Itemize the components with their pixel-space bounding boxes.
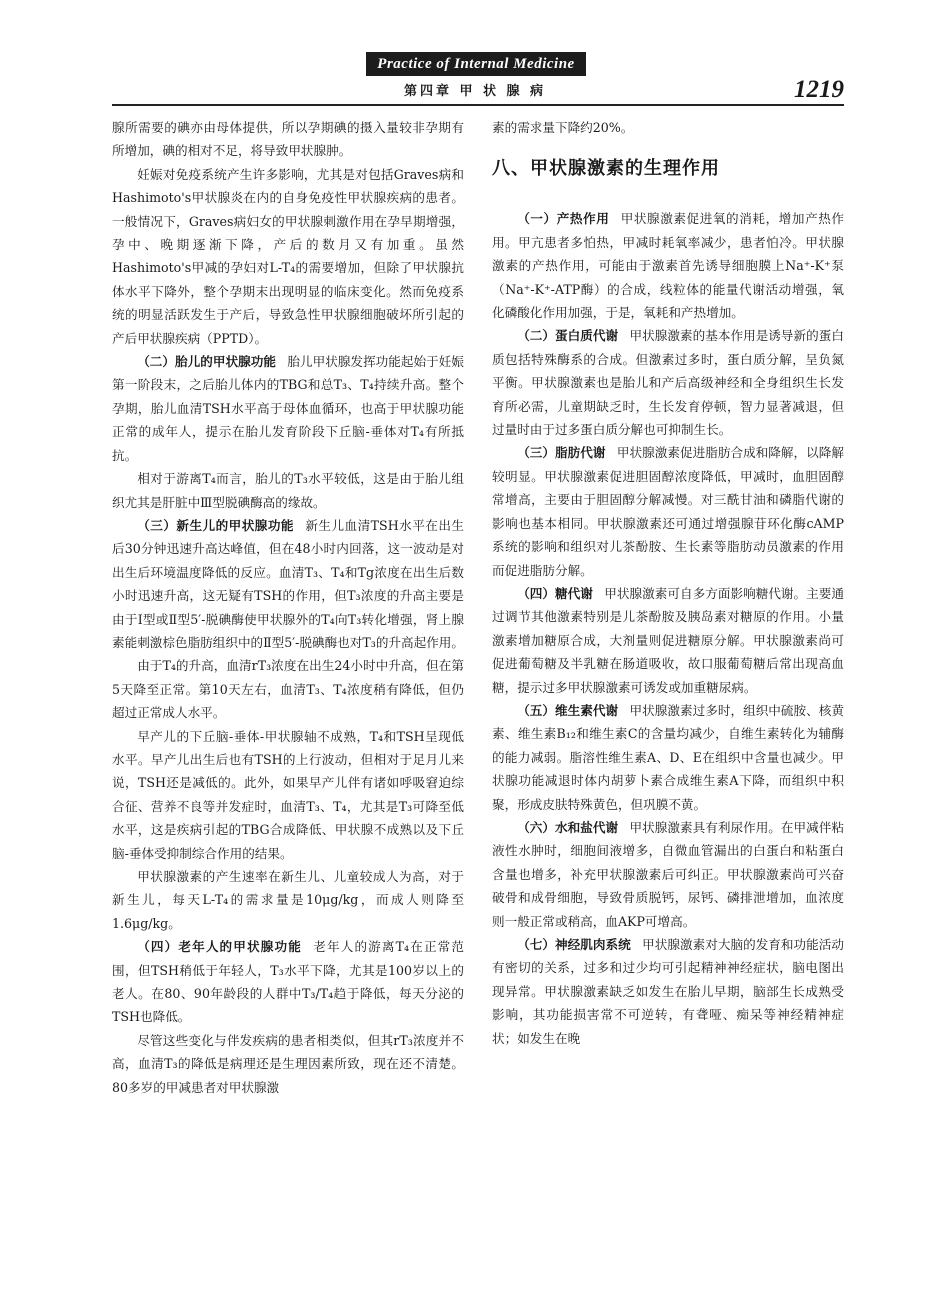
paragraph-text: 腺所需要的碘亦由母体提供，所以孕期碘的摄入量较非孕期有所增加，碘的相对不足，将导致甲状腺肿。	[112, 120, 464, 159]
left-column	[112, 116, 464, 1099]
paragraph-text: 新生儿血清TSH水平在出生后30分钟迅速升高达峰值，但在48小时内回落，这一波动是对出生后环境温度降低的反应。血清T₃、T₄和Tg浓度在出生后数小时迅速升高，这无疑有TSH的作用，但T₃浓度的升高主要是由于Ⅰ型或Ⅱ型5′-脱碘酶使甲状腺外的T₄向T₃转化增强，肾上腺素能刺激棕色脂肪组织中的Ⅱ型5′-脱碘酶也对T₃的升高起作用。	[112, 517, 465, 650]
subsection-heading: （一）产热作用	[517, 211, 610, 227]
paragraph	[112, 467, 464, 514]
header-rule	[112, 104, 844, 106]
paragraph	[492, 441, 844, 581]
paragraph-text: 早产儿的下丘脑-垂体-甲状腺轴不成熟，T₄和TSH呈现低水平。早产儿出生后也有TSH的上行波动，但相对于足月儿来说，TSH还是减低的。此外，如果早产儿伴有诸如呼吸窘迫综合征、营养不良等并发症时，血清T₃、T₄，尤其是T₃可降至低水平，这是疾病引起的TBG合成降低、甲状腺不成熟以及下丘脑-垂体受抑制综合作用的结果。	[112, 728, 464, 861]
subsection-heading: （四）糖代谢	[517, 585, 593, 601]
paragraph	[492, 699, 844, 816]
paragraph-text: 胎儿甲状腺发挥功能起始于妊娠第一阶段末，之后胎儿体内的TBG和总T₃、T₄持续升高。整个孕期，胎儿血清TSH水平高于母体血循环，也高于甲状腺功能正常的成年人，提示在胎儿发育阶段下丘脑-垂体对T₄有所抵抗。	[112, 354, 465, 463]
subsection-heading: （四）老年人的甲状腺功能	[137, 939, 302, 955]
paragraph	[492, 582, 844, 699]
subsection-heading: （二）胎儿的甲状腺功能	[137, 354, 277, 370]
subsection-heading: （五）维生素代谢	[517, 702, 619, 718]
paragraph-text: 甲状腺激素过多时，组织中硫胺、核黄素、维生素B₁₂和维生素C的含量均减少，自维生素转化为辅酶的能力减弱。脂溶性维生素A、D、E在组织中含量也减少。甲状腺功能减退时体内胡萝卜素合成维生素A下降，而组织中积聚，形成皮肤特殊黄色，但巩膜不黄。	[492, 702, 845, 812]
paragraph-text: 甲状腺激素具有利尿作用。在甲减伴粘液性水肿时，细胞间液增多，自微血管漏出的白蛋白和粘蛋白含量也增多，补充甲状腺激素后可纠正。甲状腺激素尚可兴奋破骨和成骨细胞，导致骨质脱钙，尿钙、磷排泄增加，血浓度则一般正常或稍高，血AKP可增高。	[492, 819, 845, 929]
subsection-heading: （七）神经肌肉系统	[517, 937, 631, 952]
paragraph-text: 由于T₄的升高，血清rT₃浓度在出生24小时中升高，但在第5天降至正常。第10天左右，血清T₃、T₄浓度稍有降低，但仍超过正常成人水平。	[112, 658, 464, 721]
paragraph	[112, 116, 464, 163]
subsection-heading: （二）蛋白质代谢	[517, 328, 619, 344]
paragraph	[492, 207, 844, 324]
subsection-heading: （三）新生儿的甲状腺功能	[137, 517, 294, 533]
paragraph-text: 甲状腺激素的产生速率在新生儿、儿童较成人为高，对于新生儿，每天L-T₄的需求量是10μg/kg，而成人则降至1.6μg/kg。	[112, 869, 464, 931]
paragraph-text: 甲状腺激素促进氧的消耗，增加产热作用。甲亢患者多怕热，甲减时耗氧率减少，患者怕冷。甲状腺激素的产热作用，可能由于激素首先诱导细胞膜上Na⁺-K⁺泵（Na⁺-K⁺-ATP酶）的合成，线粒体的能量代谢活动增强，氧化磷酸化作用加强，于是，氧耗和产热增加。	[492, 211, 845, 321]
paragraph	[112, 1029, 464, 1099]
section-heading: 八、甲状腺激素的生理作用	[492, 158, 720, 180]
subsection-heading: （六）水和盐代谢	[517, 819, 619, 835]
paragraph-text: 相对于游离T₄而言，胎儿的T₃水平较低，这是由于胎儿组织尤其是肝脏中Ⅲ型脱碘酶高的缘故。	[112, 471, 464, 510]
paragraph-text: 老年人的游离T₄在正常范围，但TSH稍低于年轻人，T₃水平下降，尤其是100岁以上的老人。在80、90年龄段的人群中T₃/T₄趋于降低，每天分泌的TSH也降低。	[112, 939, 465, 1025]
paragraph-text: 甲状腺激素可自多方面影响糖代谢。主要通过调节其他激素特别是儿茶酚胺及胰岛素对糖原的作用。小量激素增加糖原合成，大剂量则促进糖原分解。甲状腺激素尚可促进葡萄糖及半乳糖在肠道吸收，故口服葡萄糖后常出现高血糖，提示过多甲状腺激素可诱发或加重糖尿病。	[492, 585, 845, 695]
paragraph	[112, 514, 464, 654]
paragraph-text: 尽管这些变化与伴发疾病的患者相类似，但其rT₃浓度并不高，血清T₃的降低是病理还是生理因素所致，现在还不清楚。80多岁的甲减患者对甲状腺激	[112, 1032, 464, 1095]
paragraph-text: 素的需求量下降约20%。	[492, 120, 634, 135]
paragraph-text: 甲状腺激素对大脑的发育和功能活动有密切的关系，过多和过少均可引起精神神经症状，脑电图出现异常。甲状腺激素缺乏如发生在胎儿早期，脑部生长成熟受影响，其功能损害常不可逆转，有聋哑、痴呆等神经精神症状；如发生在晚	[492, 937, 845, 1046]
paragraph-text: 妊娠对免疫系统产生许多影响，尤其是对包括Graves病和Hashimoto's甲状腺炎在内的自身免疫性甲状腺疾病的患者。一般情况下，Graves病妇女的甲状腺刺激作用在孕早期增强，孕中、晚期逐渐下降，产后的数月又有加重。虽然Hashimoto's甲减的孕妇对L-T₄的需要增加，但除了甲状腺抗体水平下降外，整个孕期末出现明显的临床变化。然而免疫系统的明显活跃发生于产后，导致急性甲状腺细胞破坏所引起的产后甲状腺疾病（PPTD）。	[112, 166, 464, 346]
paragraph	[492, 116, 844, 139]
right-column	[492, 116, 844, 1050]
paragraph	[492, 324, 844, 441]
page-number: 1219	[794, 76, 844, 103]
journal-banner: Practice of Internal Medicine	[366, 52, 586, 76]
paragraph-text: 甲状腺激素的基本作用是诱导新的蛋白质包括特殊酶系的合成。但激素过多时，蛋白质分解，呈负氮平衡。甲状腺激素也是胎儿和产后高级神经和全身组织生长发育所必需，儿童期缺乏时，生长发育停顿，智力显著减退，但过量时由于过多蛋白质分解也可抑制生长。	[492, 328, 845, 438]
paragraph	[112, 725, 464, 865]
paragraph	[112, 654, 464, 724]
paragraph-text: 甲状腺激素促进脂肪合成和降解，以降解较明显。甲状腺激素促进胆固醇浓度降低，甲减时，血胆固醇常增高，主要由于胆固醇分解减慢。对三酰甘油和磷脂代谢的影响也基本相同。甲状腺激素还可通过增强腺苷环化酶cAMP系统的影响和组织对儿茶酚胺、生长素等脂肪动员激素的作用而促进脂肪分解。	[492, 445, 845, 578]
chapter-title: 第四章 甲 状 腺 病	[403, 84, 547, 99]
paragraph	[492, 816, 844, 933]
subsection-heading: （三）脂肪代谢	[517, 445, 606, 461]
paragraph	[112, 163, 464, 350]
paragraph	[112, 865, 464, 935]
paragraph	[112, 350, 464, 467]
paragraph	[492, 933, 844, 1050]
paragraph	[112, 935, 464, 1029]
